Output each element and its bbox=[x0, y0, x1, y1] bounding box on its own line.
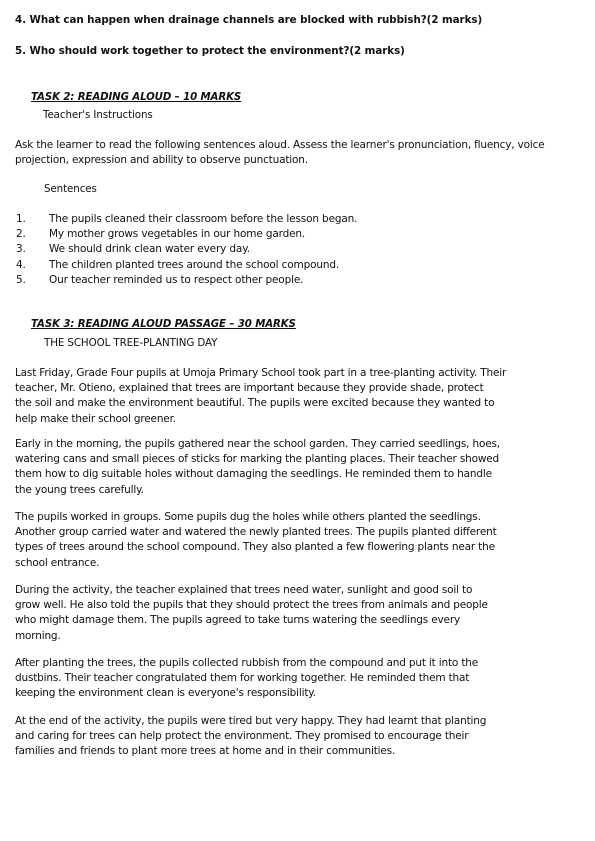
passage-line: grow well. He also told the pupils that they should protect the trees from animals and people bbox=[15, 599, 488, 612]
passage-line: teacher, Mr. Otieno, explained that trees are important because they provide shade, protect bbox=[15, 382, 484, 395]
task2-instruction-text: Ask the learner to read the following sentences aloud. Assess the learner's pronunciation, fluency, voice projection, expression and ability to observe punctuation. bbox=[15, 139, 545, 167]
sentence-list bbox=[14, 212, 357, 288]
passage-paragraph bbox=[15, 437, 580, 498]
passage-line: types of trees around the school compound. They also planted a few flowering plants near the bbox=[15, 541, 495, 554]
sentence-number: 1. bbox=[16, 213, 26, 225]
sentence-text: The children planted trees around the school compound. bbox=[49, 258, 340, 271]
passage-paragraph bbox=[15, 510, 580, 571]
passage-line: the young trees carefully. bbox=[15, 483, 144, 496]
passage-line: dustbins. Their teacher congratulated them for working together. He reminded them that bbox=[15, 672, 470, 685]
question-4: 4. What can happen when drainage channels are blocked with rubbish?(2 marks) bbox=[15, 14, 483, 26]
passage-line: the soil and make the environment beautiful. The pupils were excited because they wanted to bbox=[15, 397, 495, 410]
sentences-label: Sentences bbox=[44, 183, 97, 195]
task2-instruction bbox=[15, 138, 580, 168]
passage-line: Another group carried water and watered the newly planted trees. The pupils planted different bbox=[15, 526, 497, 539]
passage-paragraph bbox=[15, 714, 580, 760]
sentence-item bbox=[14, 273, 357, 288]
passage-line: watering cans and small pieces of sticks for marking the planting places. Their teacher showed bbox=[15, 453, 499, 466]
sentence-number: 4. bbox=[16, 258, 26, 271]
task2-subheading: Teacher's Instructions bbox=[43, 109, 153, 121]
sentence-number: 5. bbox=[16, 273, 26, 286]
passage-line: help make their school greener. bbox=[15, 412, 176, 425]
passage-paragraph bbox=[15, 583, 580, 644]
passage-line: Last Friday, Grade Four pupils at Umoja Primary School took part in a tree-planting activity. Their bbox=[15, 367, 507, 379]
sentence-item bbox=[14, 227, 357, 242]
passage-line: and caring for trees can help protect the environment. They promised to encourage their bbox=[15, 730, 469, 743]
passage-line: families and friends to plant more trees at home and in their communities. bbox=[15, 745, 396, 758]
sentence-item bbox=[14, 242, 357, 257]
passage-line: After planting the trees, the pupils collected rubbish from the compound and put it into the bbox=[15, 657, 479, 669]
passage-paragraph bbox=[15, 656, 580, 702]
sentence-item bbox=[14, 212, 357, 227]
task2-heading: TASK 2: READING ALOUD – 10 MARKS bbox=[31, 92, 242, 103]
sentence-text: My mother grows vegetables in our home garden. bbox=[49, 228, 306, 241]
passage-line: school entrance. bbox=[15, 556, 100, 569]
passage-line: During the activity, the teacher explained that trees need water, sunlight and good soil to bbox=[15, 584, 473, 596]
sentence-number: 3. bbox=[16, 243, 26, 256]
passage-line: morning. bbox=[15, 629, 61, 642]
question-5: 5. Who should work together to protect the environment?(2 marks) bbox=[15, 45, 405, 57]
sentence-text: We should drink clean water every day. bbox=[49, 243, 250, 256]
passage-line: keeping the environment clean is everyone's responsibility. bbox=[15, 687, 316, 700]
sentence-text: The pupils cleaned their classroom before the lesson began. bbox=[49, 213, 358, 225]
task3-heading: TASK 3: READING ALOUD PASSAGE – 30 MARKS bbox=[31, 319, 296, 330]
passage-line: who might damage them. The pupils agreed to take turns watering the seedlings every bbox=[15, 614, 460, 627]
sentence-text: Our teacher reminded us to respect other people. bbox=[49, 273, 304, 286]
sentence-number: 2. bbox=[16, 228, 26, 241]
sentence-item bbox=[14, 258, 357, 273]
passage-line: At the end of the activity, the pupils were tired but very happy. They had learnt that planting bbox=[15, 715, 487, 727]
passage-line: them how to dig suitable holes without damaging the seedlings. He reminded them to handle bbox=[15, 468, 492, 481]
passage-line: The pupils worked in groups. Some pupils dug the holes while others planted the seedlings. bbox=[15, 511, 481, 523]
passage-line: Early in the morning, the pupils gathered near the school garden. They carried seedlings, hoes, bbox=[15, 438, 500, 450]
passage-title: THE SCHOOL TREE-PLANTING DAY bbox=[44, 337, 218, 349]
passage-paragraph bbox=[15, 366, 580, 427]
